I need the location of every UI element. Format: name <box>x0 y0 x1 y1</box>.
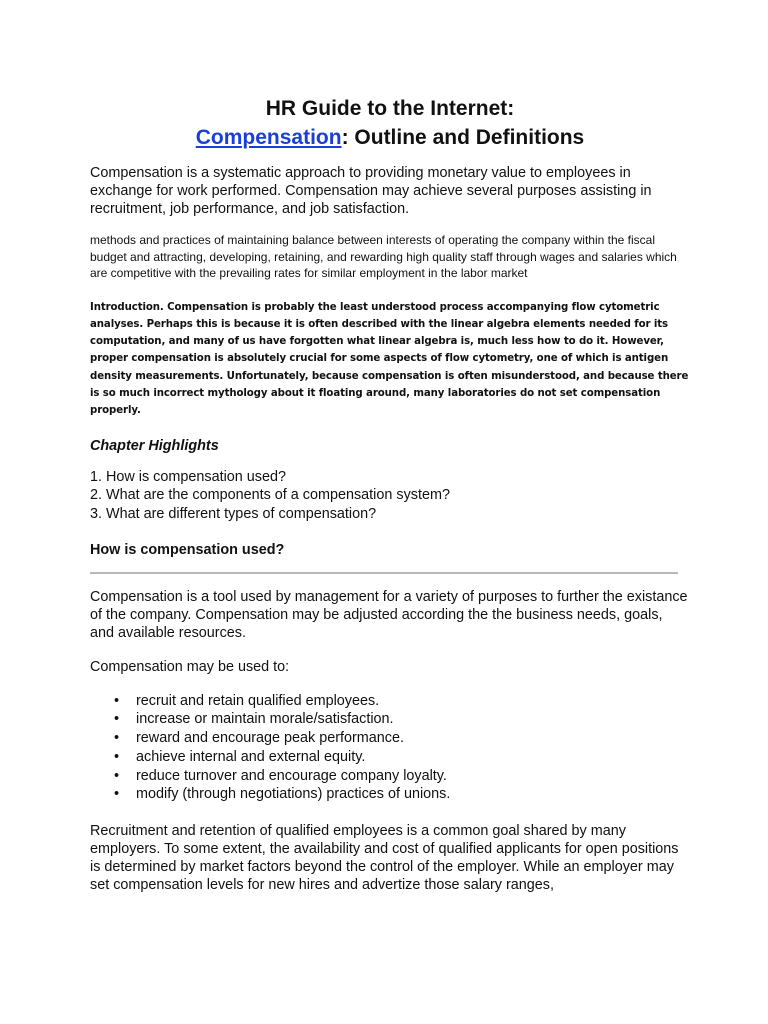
list-item-text: modify (through negotiations) practices of unions. <box>136 786 451 803</box>
intro-paragraph: Compensation is a systematic approach to providing monetary value to employees in exchange for work performed. Compensation may achieve several purposes assisting in recruitment, job performance, and job satisfaction. <box>90 165 652 217</box>
list-item <box>90 710 690 729</box>
title-line-1: HR Guide to the Internet: <box>265 97 515 120</box>
highlight-item-3: 3. What are different types of compensation? <box>90 505 377 522</box>
list-item-text: reward and encourage peak performance. <box>136 730 404 747</box>
list-item <box>90 729 690 748</box>
bullet-icon: • <box>114 711 120 728</box>
list-item <box>90 785 690 804</box>
highlight-item-1: 1. How is compensation used? <box>90 468 286 485</box>
list-item <box>90 767 690 786</box>
recruitment-paragraph: Recruitment and retention of qualified employees is a common goal shared by many employers. To some extent, the availability and cost of qualified applicants for open positions is determined by market factors beyond the control of the employer. While an employer may set compensation levels for new hires and advertize those salary ranges, <box>90 822 679 893</box>
introduction-paragraph: Introduction. Compensation is probably the least understood process accompanying flow cytometric analyses. Perhaps this is because it is often described with the linear algebra elements needed for its computation, and many of us have forgotten what linear algebra is, much less how to do it. However, proper compensation is absolutely crucial for some aspects of flow cytometry, one of which is antigen density measurements. Unfortunately, because compensation is often misunderstood, and because there is so much incorrect mythology about it floating around, many laboratories do not set compensation properly. <box>90 301 689 417</box>
list-item-text: reduce turnover and encourage company loyalty. <box>136 767 447 784</box>
bullet-icon: • <box>114 767 120 784</box>
bullet-icon: • <box>114 748 120 765</box>
highlight-item-2: 2. What are the components of a compensation system? <box>90 487 450 504</box>
section-heading: How is compensation used? <box>90 541 285 558</box>
chapter-highlights-heading: Chapter Highlights <box>90 437 219 454</box>
document-page <box>90 94 690 894</box>
title-rest: : Outline and Definitions <box>341 126 585 149</box>
compensation-link[interactable]: Compensation <box>195 126 342 149</box>
list-item <box>90 748 690 767</box>
purposes-list <box>90 692 690 804</box>
list-item-text: recruit and retain qualified employees. <box>136 692 380 709</box>
list-item-text: achieve internal and external equity. <box>136 748 366 765</box>
tool-paragraph: Compensation is a tool used by management for a variety of purposes to further the existance of the company. Compensation may be adjusted according the the business needs, goals, and available resources. <box>90 588 688 641</box>
bullet-icon: • <box>114 692 120 709</box>
used-to-intro: Compensation may be used to: <box>90 658 290 675</box>
methods-paragraph: methods and practices of maintaining balance between interests of operating the company within the fiscal budget and attracting, developing, retaining, and rewarding high quality staff through wages and salaries which are competitive with the prevailing rates for similar employment in the labor market <box>90 233 677 280</box>
section-divider <box>90 572 678 574</box>
chapter-highlights-list <box>90 468 690 524</box>
list-item <box>90 692 690 711</box>
bullet-icon: • <box>114 786 120 803</box>
list-item-text: increase or maintain morale/satisfaction. <box>136 711 394 728</box>
bullet-icon: • <box>114 730 120 747</box>
page-title <box>90 94 690 152</box>
